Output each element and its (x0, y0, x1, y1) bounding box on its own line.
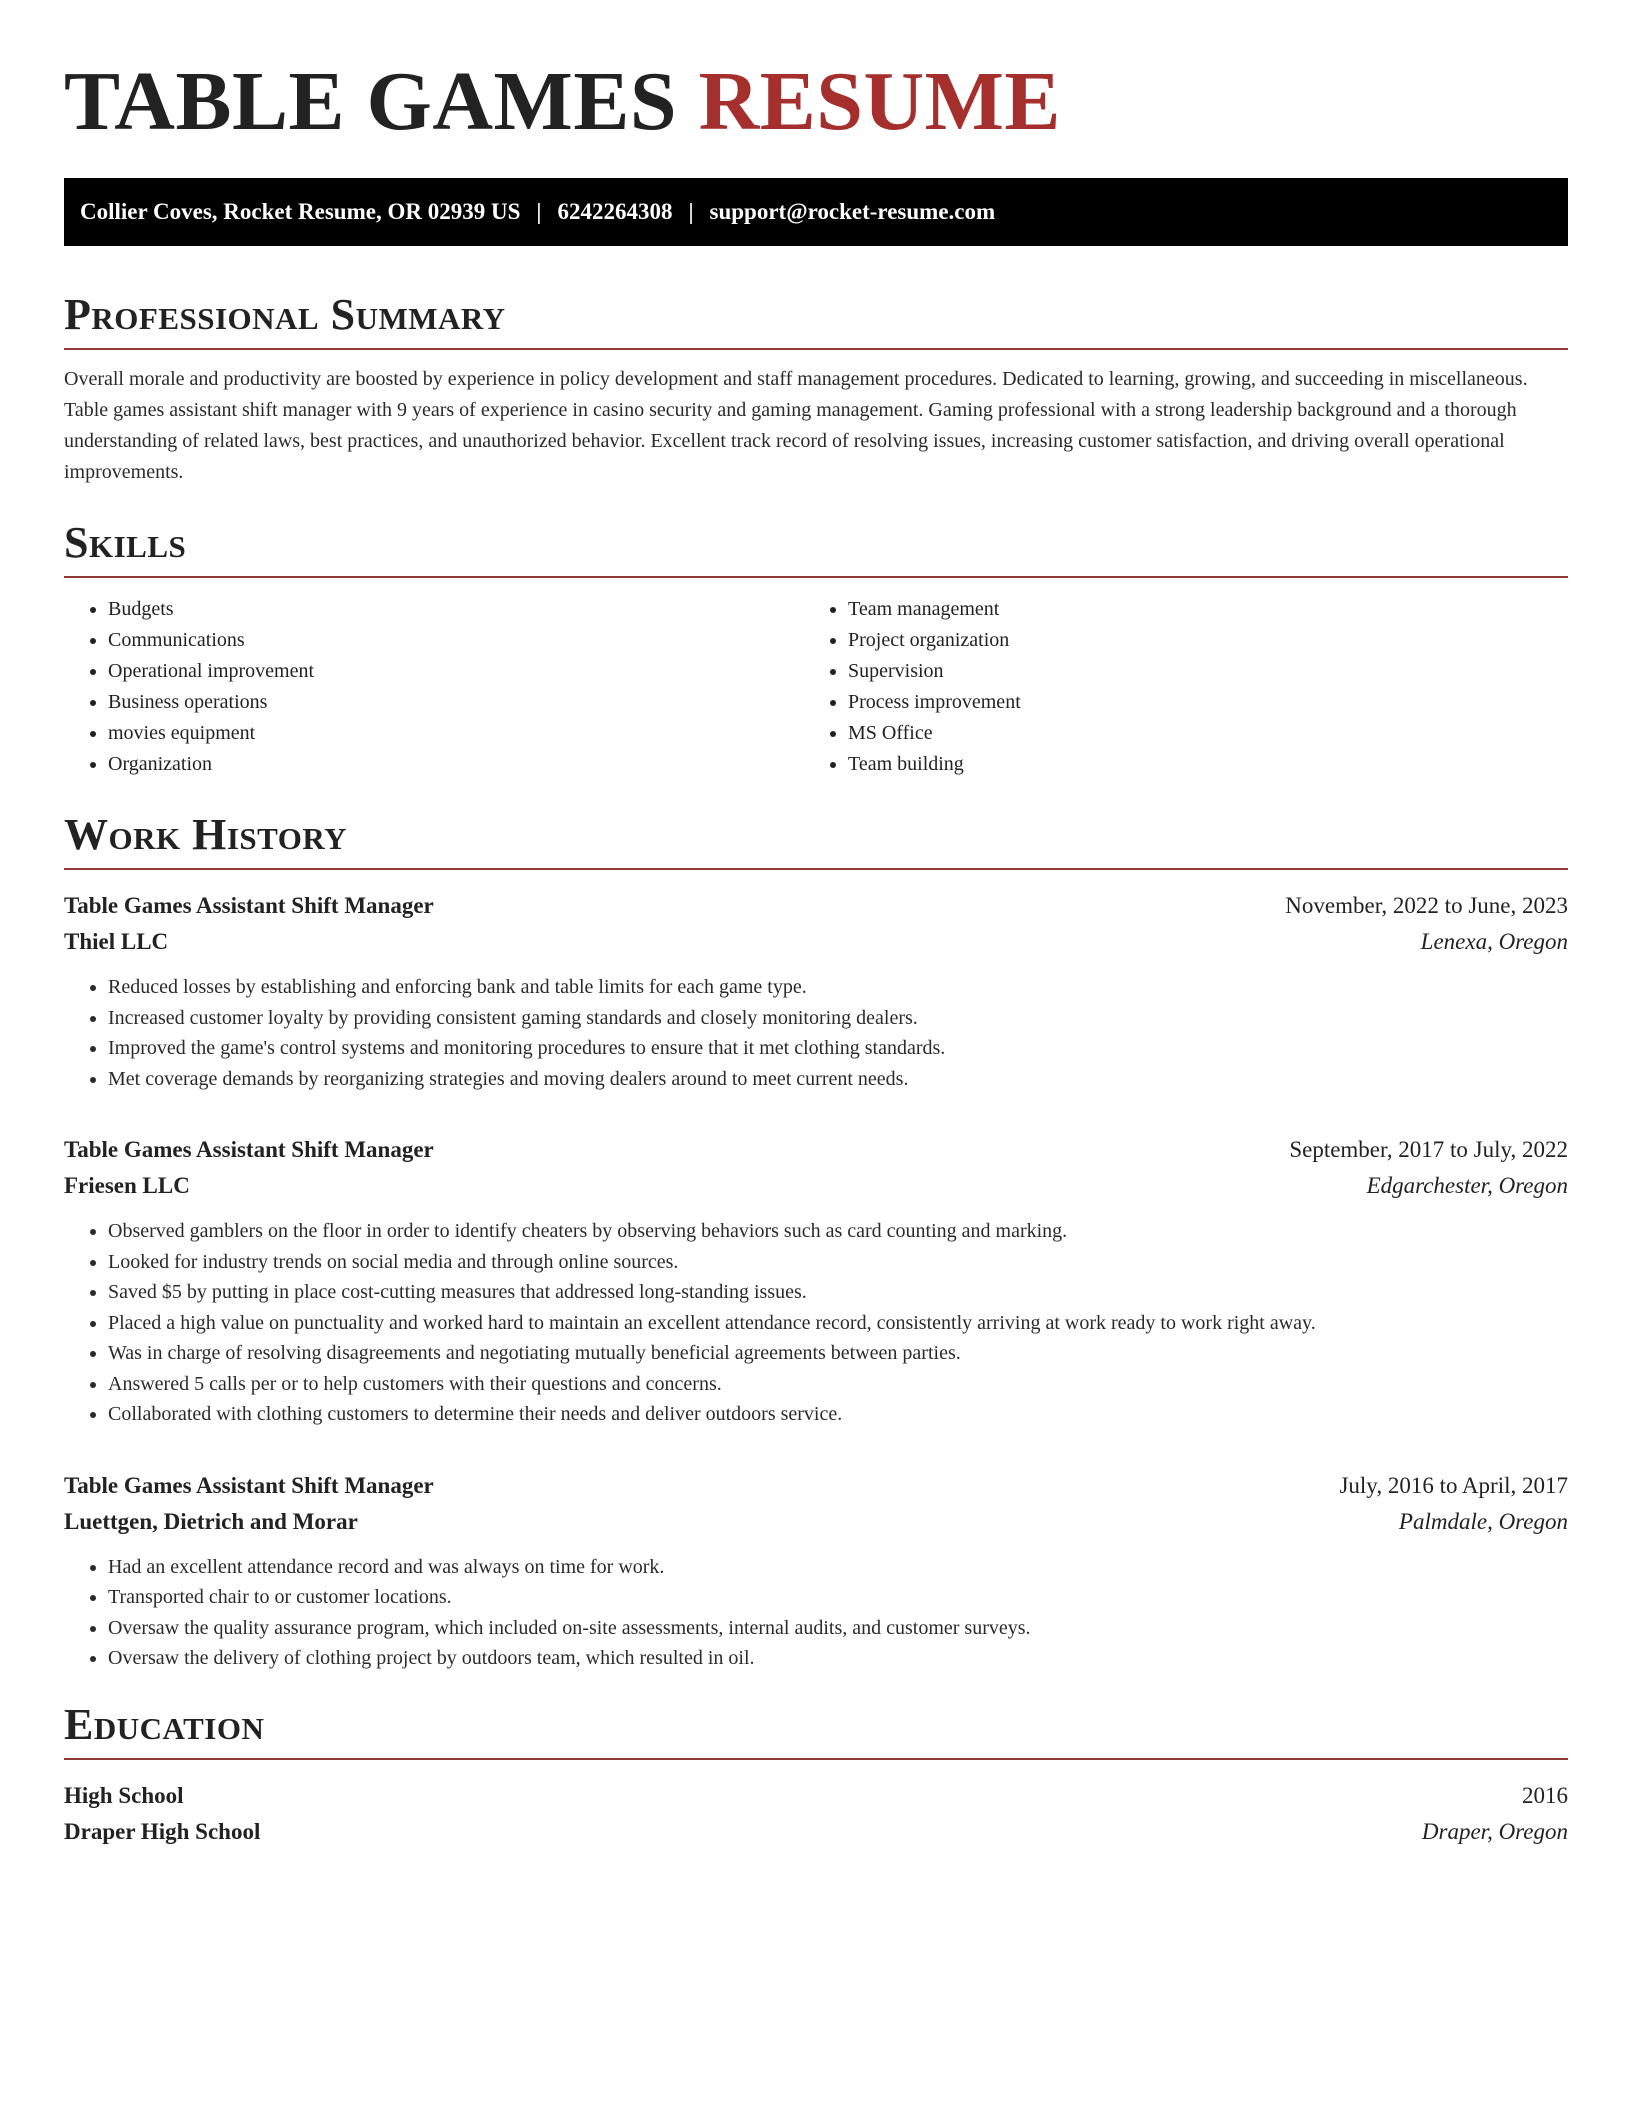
education-degree: High School (64, 1782, 184, 1808)
contact-phone: 6242264308 (557, 199, 673, 224)
skill-item: • Operational improvement (108, 656, 804, 687)
job-title: Table Games Assistant Shift Manager (64, 893, 434, 918)
contact-email: support@rocket-resume.com (709, 199, 996, 224)
contact-address: Collier Coves, Rocket Resume, OR 02939 US (80, 199, 521, 224)
section-divider (64, 576, 1568, 578)
job-title-row (64, 888, 1568, 924)
job-bullet: • Was in charge of resolving disagreements and negotiating mutually beneficial agreements between parties. (108, 1338, 1568, 1369)
job-bullet: • Observed gamblers on the floor in order to identify cheaters by observing behaviors such as card counting and marking. (108, 1216, 1568, 1247)
skill-item: • Process improvement (848, 687, 1544, 718)
job-bullet: • Met coverage demands by reorganizing strategies and moving dealers around to meet current needs. (108, 1064, 1568, 1095)
job-title-row (64, 1468, 1568, 1504)
job-company: Thiel LLC (64, 929, 169, 954)
job-company-row (64, 1168, 1568, 1204)
skills-heading: Skills (64, 518, 187, 567)
skill-item: • Team building (848, 749, 1544, 780)
skill-item: • Communications (108, 625, 804, 656)
skills-section (64, 518, 1568, 780)
job-bullet: • Looked for industry trends on social media and through online sources. (108, 1247, 1568, 1278)
job-entry (64, 888, 1568, 1094)
education-school: Draper High School (64, 1818, 261, 1844)
job-bullet: • Collaborated with clothing customers to determine their needs and deliver outdoors service. (108, 1399, 1568, 1430)
job-company: Luettgen, Dietrich and Morar (64, 1508, 358, 1534)
job-bullet: • Reduced losses by establishing and enforcing bank and table limits for each game type. (108, 972, 1568, 1003)
job-bullet: • Placed a high value on punctuality and worked hard to maintain an excellent attendance record, consistently arriving at work ready to work right away. (108, 1308, 1568, 1339)
summary-text: Overall morale and productivity are boosted by experience in policy development and staff management procedures. Dedicated to learning, growing, and succeeding in miscellaneous. Table games assistant shift manager with 9 years of experience in casino security and gaming management. Gaming professional with a strong leadership background and a thorough understanding of related laws, best practices, and unauthorized behavior. Excellent track record of resolving issues, increasing customer satisfaction, and driving overall operational improvements. (64, 368, 1528, 483)
job-location: Lenexa, Oregon (1420, 929, 1568, 954)
section-divider (64, 868, 1568, 870)
job-bullet: • Oversaw the quality assurance program, which included on-site assessments, internal audits, and customer surveys. (108, 1613, 1568, 1644)
education-heading: Education (64, 1699, 265, 1749)
job-bullet: • Saved $5 by putting in place cost-cutting measures that addressed long-standing issues. (108, 1277, 1568, 1308)
job-title: Table Games Assistant Shift Manager (64, 1137, 434, 1162)
contact-separator: | (536, 199, 542, 224)
contact-separator: | (688, 199, 694, 224)
education-section (64, 1700, 1568, 1850)
job-bullet: • Transported chair to or customer locations. (108, 1582, 1568, 1613)
skill-item: • movies equipment (108, 718, 804, 749)
job-bullet: • Increased customer loyalty by providing consistent gaming standards and closely monitoring dealers. (108, 1003, 1568, 1034)
title-accent: RESUME (698, 55, 1061, 148)
job-bullets (64, 972, 1568, 1094)
job-company: Friesen LLC (64, 1173, 190, 1198)
skills-list-left (64, 594, 804, 780)
summary-section (64, 290, 1568, 488)
job-title: Table Games Assistant Shift Manager (64, 1472, 434, 1498)
job-location: Palmdale, Oregon (1398, 1508, 1568, 1534)
skill-item: • Team management (848, 594, 1544, 625)
title-main: TABLE GAMES (64, 55, 678, 148)
summary-heading: Professional Summary (64, 290, 506, 339)
contact-bar (64, 178, 1568, 246)
job-bullet: • Had an excellent attendance record and was always on time for work. (108, 1552, 1568, 1583)
job-company-row (64, 924, 1568, 960)
section-divider (64, 348, 1568, 350)
skill-item: • Project organization (848, 625, 1544, 656)
job-bullets (64, 1552, 1568, 1674)
job-entry (64, 1468, 1568, 1674)
education-year: 2016 (1522, 1782, 1568, 1808)
skills-list-right (804, 594, 1544, 780)
job-bullet: • Improved the game's control systems and monitoring procedures to ensure that it met clothing standards. (108, 1033, 1568, 1064)
job-bullet: • Oversaw the delivery of clothing project by outdoors team, which resulted in oil. (108, 1643, 1568, 1674)
skill-item: • MS Office (848, 718, 1544, 749)
skill-item: • Budgets (108, 594, 804, 625)
skills-columns (64, 594, 1568, 780)
skill-item: • Organization (108, 749, 804, 780)
education-degree-row (64, 1778, 1568, 1814)
job-dates: November, 2022 to June, 2023 (1285, 893, 1568, 918)
job-location: Edgarchester, Oregon (1366, 1173, 1568, 1198)
job-title-row (64, 1132, 1568, 1168)
job-company-row (64, 1504, 1568, 1540)
job-bullets (64, 1216, 1568, 1430)
resume-title (64, 56, 1568, 148)
education-location: Draper, Oregon (1421, 1818, 1568, 1844)
section-divider (64, 1758, 1568, 1760)
education-school-row (64, 1814, 1568, 1850)
skill-item: • Business operations (108, 687, 804, 718)
job-dates: July, 2016 to April, 2017 (1339, 1472, 1568, 1498)
job-entry (64, 1132, 1568, 1430)
education-entry (64, 1778, 1568, 1850)
job-bullet: • Answered 5 calls per or to help customers with their questions and concerns. (108, 1369, 1568, 1400)
job-dates: September, 2017 to July, 2022 (1289, 1137, 1568, 1162)
work-history-heading: Work History (64, 810, 348, 859)
skill-item: • Supervision (848, 656, 1544, 687)
work-history-section (64, 810, 1568, 1674)
